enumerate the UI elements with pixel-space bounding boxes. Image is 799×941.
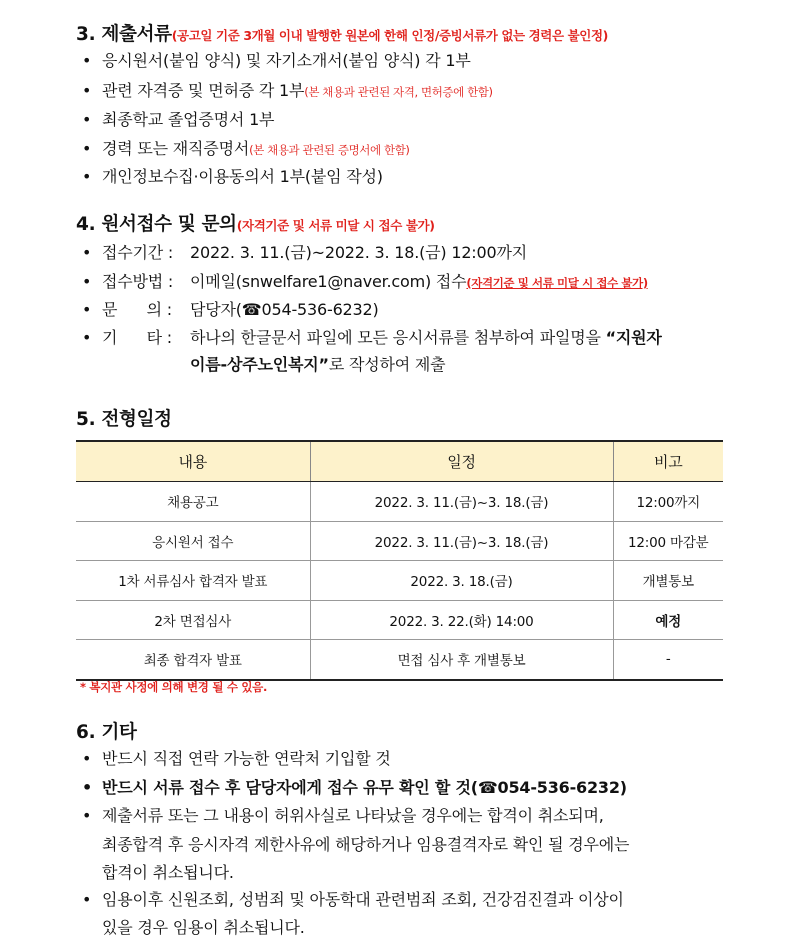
bullet: •: [82, 749, 92, 768]
section5-heading: [76, 405, 172, 431]
bullet: •: [82, 328, 92, 347]
method-value: 이메일(snwelfare1@naver.com) 접수: [190, 272, 467, 291]
method-note: (자격기준 및 서류 미달 시 접수 불가): [466, 276, 648, 290]
section6-item-3-line-3: 합격이 취소됩니다.: [102, 863, 234, 882]
etc-value-bold-2: 이름-상주노인복지”: [190, 355, 329, 374]
bullet: •: [82, 167, 92, 186]
cell-remark: 예정: [613, 600, 723, 640]
contact-label: 문 의 :: [102, 300, 172, 319]
bullet: •: [82, 81, 92, 100]
section3-item-5: [82, 164, 383, 187]
cell-schedule: 2022. 3. 18.(금): [310, 561, 613, 601]
table-row: [76, 521, 723, 561]
contact-value: 담당자(☎054-536-6232): [190, 300, 379, 319]
section3-title: 3. 제출서류: [76, 24, 172, 45]
item-text: 응시원서(붙임 양식) 및 자기소개서(붙임 양식) 각 1부: [102, 51, 471, 70]
item-text: 개인정보수집·이용동의서 1부(붙임 작성): [102, 167, 383, 186]
section5-title: 5. 전형일정: [76, 409, 172, 430]
section4-heading: [76, 210, 435, 236]
section4-method: [82, 269, 648, 292]
header-content: 내용: [76, 441, 310, 482]
cell-remark: 개별통보: [613, 561, 723, 601]
item-text: 제출서류 또는 그 내용이 허위사실로 나타났을 경우에는 합격이 취소되며,: [102, 806, 604, 825]
cell-content: 채용공고: [76, 482, 310, 522]
cell-content: 2차 면접심사: [76, 600, 310, 640]
section6-heading: [76, 718, 137, 744]
etc-value-prefix: 하나의 한글문서 파일에 모든 응시서류를 첨부하여 파일명을: [190, 328, 606, 347]
method-label: 접수방법 :: [102, 272, 174, 291]
section3-item-3: [82, 107, 274, 130]
bullet: •: [82, 890, 92, 909]
item-text: 관련 자격증 및 면허증 각 1부: [102, 81, 305, 100]
section6-item-1: [82, 746, 391, 769]
section6-item-2: [82, 775, 627, 798]
table-row: [76, 640, 723, 680]
cell-schedule: 2022. 3. 11.(금)~3. 18.(금): [310, 482, 613, 522]
schedule-footnote: * 복지관 사정에 의해 변경 될 수 있음.: [80, 680, 268, 694]
section3-heading: [76, 20, 608, 46]
item-note: (본 채용과 관련된 증명서에 한함): [249, 143, 410, 157]
etc-value-suffix: 로 작성하여 제출: [328, 355, 446, 374]
item-text: 최종학교 졸업증명서 1부: [102, 110, 275, 129]
etc-label: 기 타 :: [102, 328, 172, 347]
bullet: •: [82, 139, 92, 158]
cell-remark: 12:00 마감분: [613, 521, 723, 561]
item-text: 임용이후 신원조회, 성범죄 및 아동학대 관련범죄 조회, 건강검진결과 이상이: [102, 890, 624, 909]
section4-note: (자격기준 및 서류 미달 시 접수 불가): [236, 218, 435, 233]
section4-contact: [82, 297, 379, 320]
section3-note: (공고일 기준 3개월 이내 발행한 원본에 한해 인정/증빙서류가 없는 경력은 불인정): [171, 28, 608, 43]
item-note: (본 채용과 관련된 자격, 면허증에 한함): [304, 85, 493, 99]
bullet: •: [82, 51, 92, 70]
header-remark: 비고: [613, 441, 723, 482]
header-schedule: 일정: [310, 441, 613, 482]
cell-remark: -: [613, 640, 723, 680]
section6-item-4-line-2: 있을 경우 임용이 취소됩니다.: [102, 918, 305, 937]
cell-content: 1차 서류심사 합격자 발표: [76, 561, 310, 601]
bullet: •: [82, 272, 92, 291]
table-header-row: [76, 441, 723, 482]
schedule-table: [76, 440, 723, 681]
section4-etc: [82, 325, 662, 348]
cell-schedule: 면접 심사 후 개별통보: [310, 640, 613, 680]
item-text: 반드시 직접 연락 가능한 연락처 기입할 것: [102, 749, 391, 768]
period-label: 접수기간 :: [102, 243, 174, 262]
bullet: •: [82, 300, 92, 319]
section3-item-1: [82, 48, 471, 71]
cell-remark: 12:00까지: [613, 482, 723, 522]
bullet: •: [82, 806, 92, 825]
bullet: •: [82, 778, 93, 797]
cell-schedule: 2022. 3. 22.(화) 14:00: [310, 600, 613, 640]
period-value: 2022. 3. 11.(금)~2022. 3. 18.(금) 12:00까지: [190, 243, 527, 262]
section4-etc-cont: [190, 352, 445, 375]
etc-value-bold: “지원자: [605, 328, 662, 347]
item-text: 반드시 서류 접수 후 담당자에게 접수 유무 확인 할 것(☎054-536-6232): [102, 778, 627, 797]
section6-item-3: [82, 803, 604, 826]
section3-item-2: [82, 78, 493, 101]
section4-title: 4. 원서접수 및 문의: [76, 214, 237, 235]
cell-schedule: 2022. 3. 11.(금)~3. 18.(금): [310, 521, 613, 561]
cell-content: 응시원서 접수: [76, 521, 310, 561]
section4-period: [82, 240, 527, 263]
section6-item-4: [82, 887, 624, 910]
section6-item-3-line-2: 최종합격 후 응시자격 제한사유에 해당하거나 임용결격자로 확인 될 경우에는: [102, 835, 630, 854]
table-row: [76, 561, 723, 601]
section3-item-4: [82, 136, 410, 159]
bullet: •: [82, 110, 92, 129]
cell-content: 최종 합격자 발표: [76, 640, 310, 680]
item-text: 경력 또는 재직증명서: [102, 139, 250, 158]
table-row: [76, 600, 723, 640]
table-row: [76, 482, 723, 522]
bullet: •: [82, 243, 92, 262]
section6-title: 6. 기타: [76, 722, 137, 743]
